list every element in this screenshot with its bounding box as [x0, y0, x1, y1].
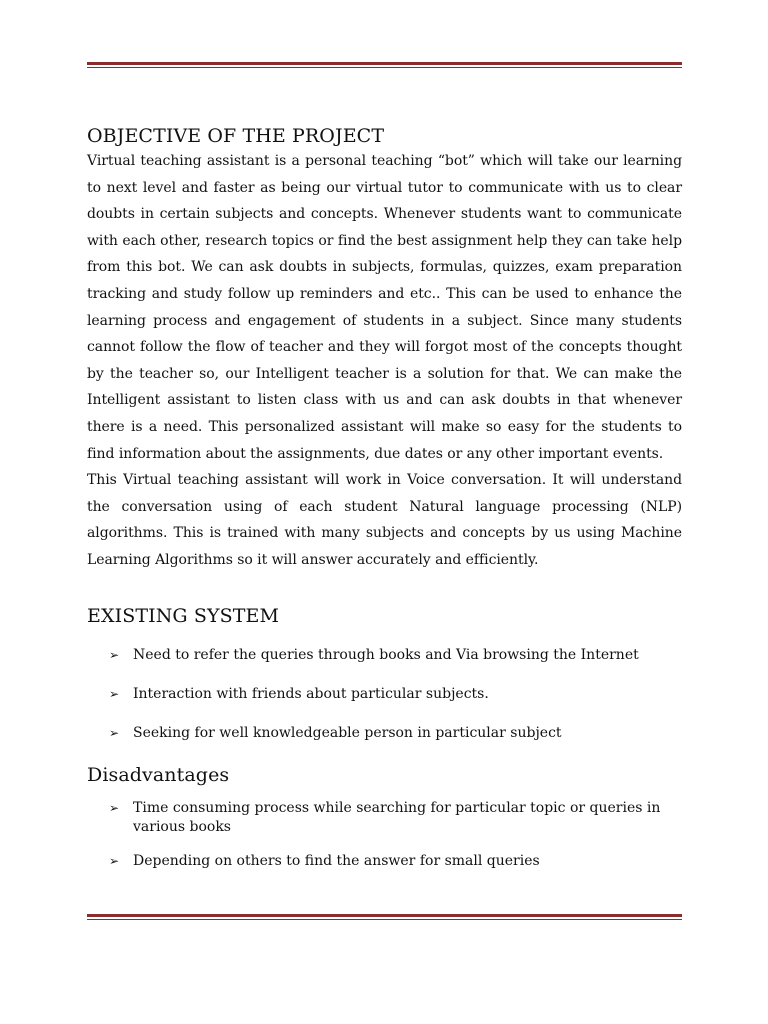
list-item-text: Need to refer the queries through books and Via browsing the Internet: [133, 646, 639, 663]
footer-rule-thick: [87, 914, 682, 917]
list-item-text: Interaction with friends about particular subjects.: [133, 685, 489, 702]
header-rule-thin: [87, 67, 682, 68]
header-rule: [87, 62, 682, 68]
arrowhead-icon: ➢: [109, 800, 120, 815]
existing-system-list: [87, 646, 682, 743]
footer-rule-thin: [87, 919, 682, 920]
objective-paragraph-1: Virtual teaching assistant is a personal teaching “bot” which will take our learning to next level and faster as being our virtual tutor to communicate with us to clear doubts in certain subjects and concepts. Whenever students want to communicate with each other, research topics or find the best assignment help they can take help from this bot. We can ask doubts in subjects, formulas, quizzes, exam preparation tracking and study follow up reminders and etc.. This can be used to enhance the learning process and engagement of students in a subject. Since many students cannot follow the flow of teacher and they will forgot most of the concepts thought by the teacher so, our Intelligent teacher is a solution for that. We can make the Intelligent assistant to listen class with us and can ask doubts in that whenever there is a need. This personalized assistant will make so easy for the students to find information about the assignments, due dates or any other important events.: [87, 153, 682, 462]
arrowhead-icon: ➢: [109, 686, 120, 701]
list-item-text: Time consuming process while searching for particular topic or queries in various books: [133, 799, 661, 835]
header-rule-thick: [87, 62, 682, 65]
list-item-text: Seeking for well knowledgeable person in particular subject: [133, 724, 562, 741]
disadvantages-list: [87, 799, 682, 871]
arrowhead-icon: ➢: [109, 853, 120, 868]
existing-system-heading: EXISTING SYSTEM: [87, 604, 280, 627]
footer-rule: [87, 914, 682, 920]
objective-heading: OBJECTIVE OF THE PROJECT: [87, 125, 385, 147]
arrowhead-icon: ➢: [109, 725, 120, 740]
list-item-text: Depending on others to find the answer for small queries: [133, 852, 540, 869]
page-content: [87, 124, 682, 886]
list-item: [87, 685, 682, 704]
list-item: [87, 724, 682, 743]
list-item: [87, 799, 682, 837]
list-item: [87, 852, 682, 871]
objective-paragraph-2: This Virtual teaching assistant will work in Voice conversation. It will understand the conversation using of each student Natural language processing (NLP) algorithms. This is trained with many subjects and concepts by us using Machine Learning Algorithms so it will answer accurately and efficiently.: [87, 472, 682, 568]
disadvantages-heading: Disadvantages: [87, 763, 230, 786]
arrowhead-icon: ➢: [109, 647, 120, 662]
list-item: [87, 646, 682, 665]
